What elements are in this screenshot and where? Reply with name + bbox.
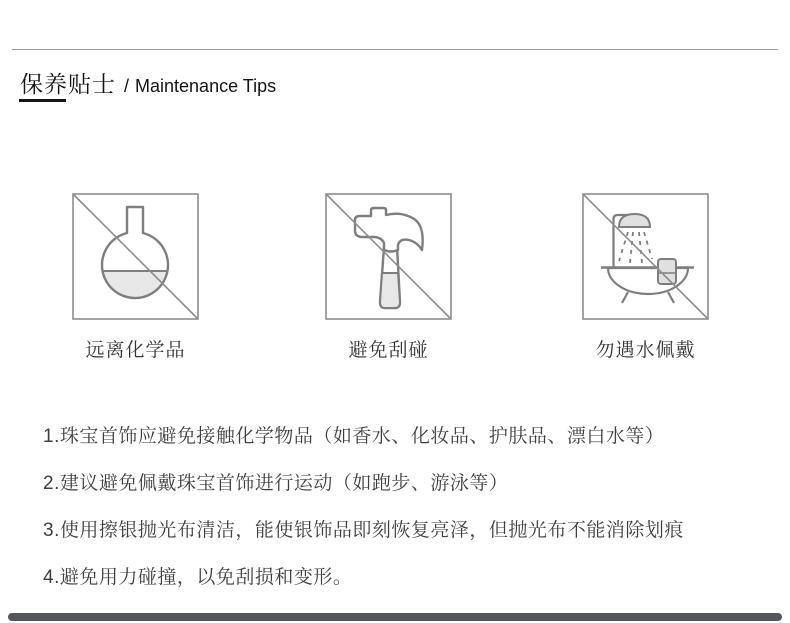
no-chemicals-flask-icon — [72, 193, 199, 320]
section-title-english: Maintenance Tips — [135, 76, 277, 96]
horizontal-scrollbar-thumb[interactable] — [8, 613, 782, 621]
tip-item-3: 3.使用擦银抛光布清洁，能使银饰品即刻恢复亮泽，但抛光布不能消除划痕 — [43, 520, 684, 541]
care-icon-card-no-knock — [325, 193, 452, 362]
tip-item-4: 4.避免用力碰撞，以免刮损和变形。 — [43, 567, 353, 588]
care-icon-label: 勿遇水佩戴 — [595, 340, 696, 361]
tip-item-2: 2.建议避免佩戴珠宝首饰进行运动（如跑步、游泳等） — [43, 473, 509, 494]
section-title — [20, 66, 276, 99]
care-icon-label: 远离化学品 — [85, 340, 186, 361]
no-water-shower-icon — [582, 193, 709, 320]
care-icon-card-no-water — [582, 193, 709, 362]
section-title-separator: / — [124, 76, 130, 96]
care-icon-label: 避免刮碰 — [348, 340, 429, 361]
tip-item-1: 1.珠宝首饰应避免接触化学物品（如香水、化妆品、护肤品、漂白水等） — [43, 426, 665, 447]
section-title-chinese: 保养贴士 — [20, 71, 116, 97]
no-knock-hammer-icon — [325, 193, 452, 320]
care-icon-card-no-chemicals — [72, 193, 199, 362]
maintenance-tips-list — [43, 413, 770, 601]
top-divider — [12, 49, 778, 50]
title-underline — [19, 99, 66, 102]
